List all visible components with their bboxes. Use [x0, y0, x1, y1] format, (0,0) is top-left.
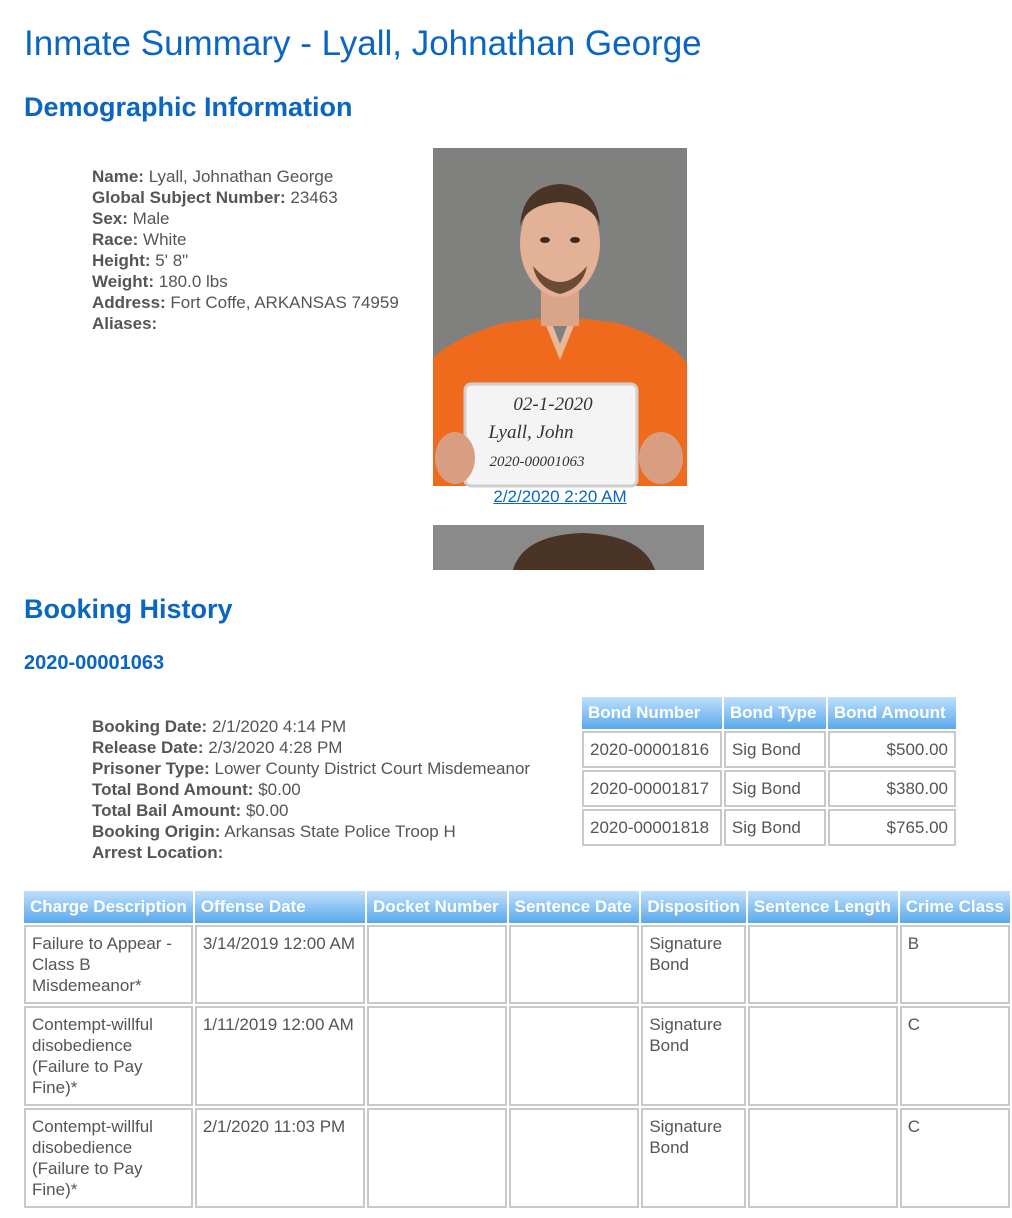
mugshot-photo[interactable] [433, 148, 687, 486]
sentence-length-cell [748, 925, 898, 1004]
bond-type-cell: Sig Bond [724, 770, 826, 807]
sentence-length-cell [748, 1108, 898, 1208]
offense-date-header[interactable]: Offense Date [195, 891, 365, 923]
docket-number-cell [367, 1108, 507, 1208]
field-sex: Sex: Male [92, 209, 170, 228]
field-release-date: Release Date: 2/3/2020 4:28 PM [92, 738, 343, 757]
docket-number-header[interactable]: Docket Number [367, 891, 507, 923]
charge-description-cell: Contempt-willful disobedience (Failure to Pay Fine)* [24, 1006, 193, 1106]
charge-table [22, 889, 1012, 1210]
page-title: Inmate Summary - Lyall, Johnathan George [24, 24, 702, 63]
board-name-text: Lyall, John [488, 422, 574, 443]
crime-class-cell: C [900, 1108, 1010, 1208]
field-race: Race: White [92, 230, 187, 249]
table-row [582, 809, 956, 846]
photo-date-link[interactable]: 2/2/2020 2:20 AM [493, 487, 627, 506]
table-row [24, 1108, 1010, 1208]
bond-amount-cell: $500.00 [828, 731, 956, 768]
bond-amount-cell: $765.00 [828, 809, 956, 846]
disposition-header[interactable]: Disposition [641, 891, 746, 923]
field-height: Height: 5' 8" [92, 251, 189, 270]
charge-description-header[interactable]: Charge Description [24, 891, 193, 923]
booking-info [92, 716, 530, 863]
crime-class-cell: B [900, 925, 1010, 1004]
table-row [24, 925, 1010, 1004]
table-row [582, 770, 956, 807]
sentence-length-header[interactable]: Sentence Length [748, 891, 898, 923]
field-global-subject-number: Global Subject Number: 23463 [92, 188, 338, 207]
field-address: Address: Fort Coffe, ARKANSAS 74959 [92, 293, 399, 312]
board-booking-text: 2020-00001063 [489, 454, 585, 470]
field-aliases: Aliases: [92, 314, 158, 333]
bond-table [580, 695, 958, 848]
disposition-cell: Signature Bond [641, 925, 746, 1004]
crime-class-header[interactable]: Crime Class [900, 891, 1010, 923]
offense-date-cell: 3/14/2019 12:00 AM [195, 925, 365, 1004]
sentence-length-cell [748, 1006, 898, 1106]
booking-number-heading: 2020-00001063 [24, 652, 165, 674]
field-arrest-location: Arrest Location: [92, 843, 224, 862]
demographic-heading: Demographic Information [24, 92, 353, 122]
bond-number-cell: 2020-00001817 [582, 770, 722, 807]
bond-amount-header[interactable]: Bond Amount [828, 697, 956, 729]
photo-column [433, 148, 687, 507]
bond-number-cell: 2020-00001816 [582, 731, 722, 768]
docket-number-cell [367, 925, 507, 1004]
field-booking-date: Booking Date: 2/1/2020 4:14 PM [92, 717, 347, 736]
field-total-bond-amount: Total Bond Amount: $0.00 [92, 780, 301, 799]
second-photo[interactable] [433, 525, 704, 570]
disposition-cell: Signature Bond [641, 1108, 746, 1208]
charge-table-header [24, 891, 1010, 923]
field-prisoner-type: Prisoner Type: Lower County District Court Misdemeanor [92, 759, 531, 778]
offense-date-cell: 1/11/2019 12:00 AM [195, 1006, 365, 1106]
sentence-date-cell [509, 925, 640, 1004]
sentence-date-cell [509, 1108, 640, 1208]
bond-type-header[interactable]: Bond Type [724, 697, 826, 729]
crime-class-cell: C [900, 1006, 1010, 1106]
offense-date-cell: 2/1/2020 11:03 PM [195, 1108, 365, 1208]
sentence-date-cell [509, 1006, 640, 1106]
table-row [24, 1006, 1010, 1106]
bond-type-cell: Sig Bond [724, 809, 826, 846]
charge-description-cell: Contempt-willful disobedience (Failure to Pay Fine)* [24, 1108, 193, 1208]
sentence-date-header[interactable]: Sentence Date [509, 891, 640, 923]
disposition-cell: Signature Bond [641, 1006, 746, 1106]
board-date-text: 02-1-2020 [513, 394, 593, 415]
bond-number-cell: 2020-00001818 [582, 809, 722, 846]
field-booking-origin: Booking Origin: Arkansas State Police Troop H [92, 822, 456, 841]
field-name: Name: Lyall, Johnathan George [92, 167, 334, 186]
booking-history-heading: Booking History [24, 594, 233, 624]
table-row [582, 731, 956, 768]
field-weight: Weight: 180.0 lbs [92, 272, 228, 291]
bond-table-header [582, 697, 956, 729]
docket-number-cell [367, 1006, 507, 1106]
bond-number-header[interactable]: Bond Number [582, 697, 722, 729]
field-total-bail-amount: Total Bail Amount: $0.00 [92, 801, 289, 820]
bond-amount-cell: $380.00 [828, 770, 956, 807]
demographic-info [92, 166, 399, 334]
charge-description-cell: Failure to Appear - Class B Misdemeanor* [24, 925, 193, 1004]
bond-type-cell: Sig Bond [724, 731, 826, 768]
